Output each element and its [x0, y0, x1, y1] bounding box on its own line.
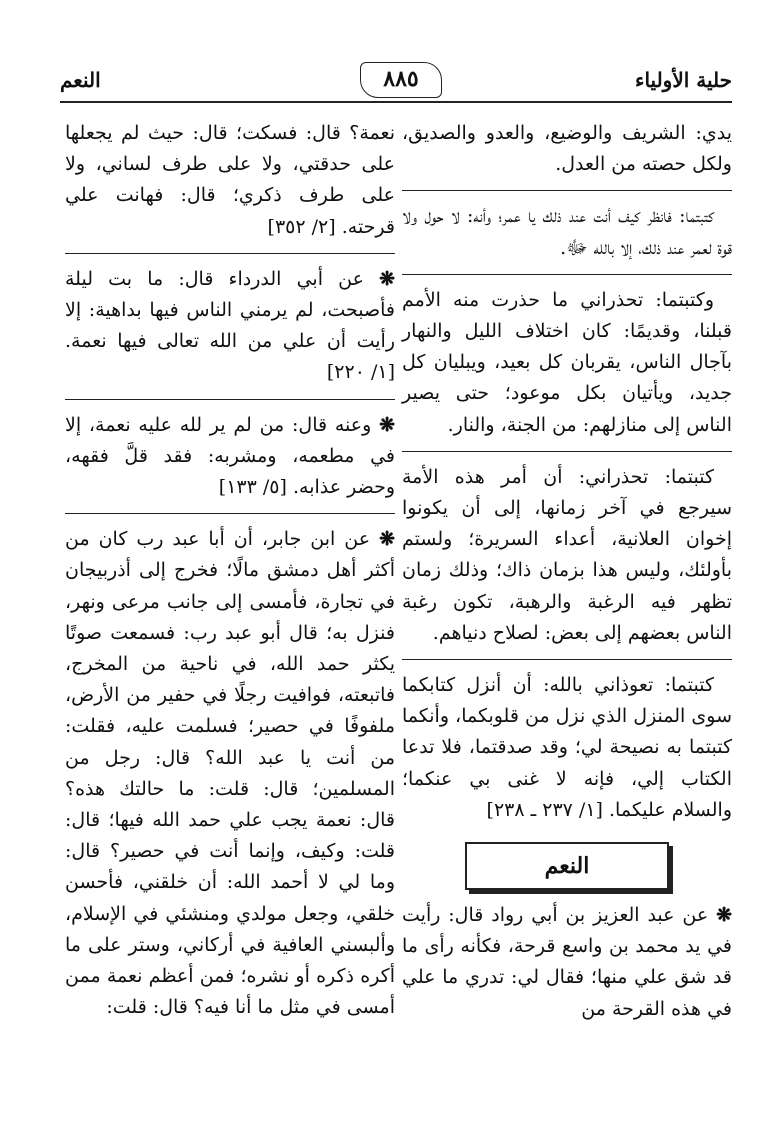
header-divider: [60, 101, 732, 103]
paragraph: كتبتما: تحذراني: أن أمر هذه الأمة سيرجع في آخر زمانها، إلى أن يكونوا إخوان العلانية، أعداء السريرة؛ ولستم بأولئك، وليس هذا بزمان ذاك؛ وذلك زمان تظهر فيه الرغبة والرهبة، تكون رغبة الناس بعضهم إلى بعض: لصلاح دنياهم.: [402, 465, 732, 644]
star-bullet-icon: ❋: [379, 267, 395, 290]
page-number: ٨٨٥: [360, 62, 442, 98]
section-heading: النعم: [465, 842, 669, 890]
paragraph-divider: [65, 253, 395, 254]
book-title: حلية الأولياء: [635, 68, 732, 92]
paragraph-divider: [65, 399, 395, 400]
star-bullet-icon: ❋: [716, 904, 732, 927]
citation: [٥/ ١٣٣]: [218, 476, 287, 499]
paragraph: كتبتما: فانظر كيف أنت عند ذلك يا عمر؛ وأنه: لا حول ولا قوة لعمر عند ذلك، إلا بالله ﷻ.: [402, 205, 732, 259]
paragraph-divider: [65, 513, 395, 514]
paragraph: ❋ عن ابن جابر، أن أبا عبد رب كان من أكثر أهل دمشق مالًا؛ فخرج إلى أذربيجان في تجارة، فأمسى إلى جانب مرعى ونهر، فنزل به؛ قال أبو عبد رب: فسمعت صوتًا يكثر حمد الله، في ناحية من المخرج، فاتبعته، فوافيت رجلًا في حفير من الأرض، ملفوفًا في حصير؛ فسلمت عليه، فقلت: من أنت يا عبد الله؟ قال: رجل من المسلمين؛ قال: قلت: ما حالتك هذه؟ قال: نعمة يجب علي حمد الله فيها؛ قال: قلت: وكيف، وإنما أنت في حصير؟ قال: وما لي لا أحمد الله: أن خلقني، فأحسن خلقي، وجعل مولدي ومنشئي في الإسلام، وألبسني العافية في أركاني، وستر على ما أكره ذكره أو نشره؛ فمن أعظم نعمة ممن أمسى في مثل ما أنا فيه؟ قال: قلت:: [65, 528, 395, 1019]
left-column: [65, 118, 395, 1033]
star-bullet-icon: ❋: [379, 413, 395, 436]
right-column: [402, 118, 732, 1035]
citation: [٢/ ٣٥٢]: [267, 215, 336, 238]
citation: [١/ ٢٢٠]: [326, 361, 395, 384]
running-section-title: النعم: [60, 68, 101, 92]
citation: [١/ ٢٣٧ ـ ٢٣٨]: [486, 798, 603, 821]
paragraph: ❋ وعنه قال: من لم ير لله عليه نعمة، إلا في مطعمه، ومشربه: فقد قلَّ فقهه، وحضر عذابه. [٥/ ١٣٣]: [65, 413, 395, 499]
paragraph: نعمة؟ قال: فسكت؛ قال: حيث لم يجعلها على حدقتي، ولا على طرف لساني، ولا على طرف ذكري؛ قال: فهانت علي قرحته. [٢/ ٣٥٢]: [65, 122, 395, 238]
paragraph: ❋ عن عبد العزيز بن أبي رواد قال: رأيت في يد محمد بن واسع قرحة، فكأنه رأى ما قد شق علي منها؛ فقال لي: تدري ما علي في هذه القرحة من: [402, 904, 732, 1020]
paragraph-divider: [402, 451, 732, 452]
star-bullet-icon: ❋: [379, 528, 395, 551]
paragraph-divider: [402, 659, 732, 660]
paragraph: وكتبتما: تحذراني ما حذرت منه الأمم قبلنا، وقديمًا: كان اختلاف الليل والنهار بآجال الناس، يقربان كل بعيد، ويبليان كل جديد، ويأتيان بكل موعود؛ حتى يصير الناس إلى منازلهم: من الجنة، والنار.: [402, 288, 732, 436]
paragraph-divider: [402, 190, 732, 191]
paragraph: يدي: الشريف والوضيع، والعدو والصديق، ولكل حصته من العدل.: [402, 122, 732, 176]
paragraph-divider: [402, 274, 732, 275]
paragraph: كتبتما: تعوذاني بالله: أن أنزل كتابكما سوى المنزل الذي نزل من قلوبكما، وأنكما كتبتما به نصيحة لي؛ وقد صدقتما، فلا تدعا الكتاب إلي، فإنه لا غنى بي عنكما؛ والسلام عليكما. [١/ ٢٣٧ ـ ٢٣٨]: [402, 674, 732, 821]
paragraph: ❋ عن أبي الدرداء قال: ما بت ليلة فأصبحت، لم يرمني الناس فيها بداهية: إلا رأيت أن علي من الله تعالى فيها نعمة. [١/ ٢٢٠]: [65, 267, 395, 384]
page-header: [60, 62, 732, 102]
